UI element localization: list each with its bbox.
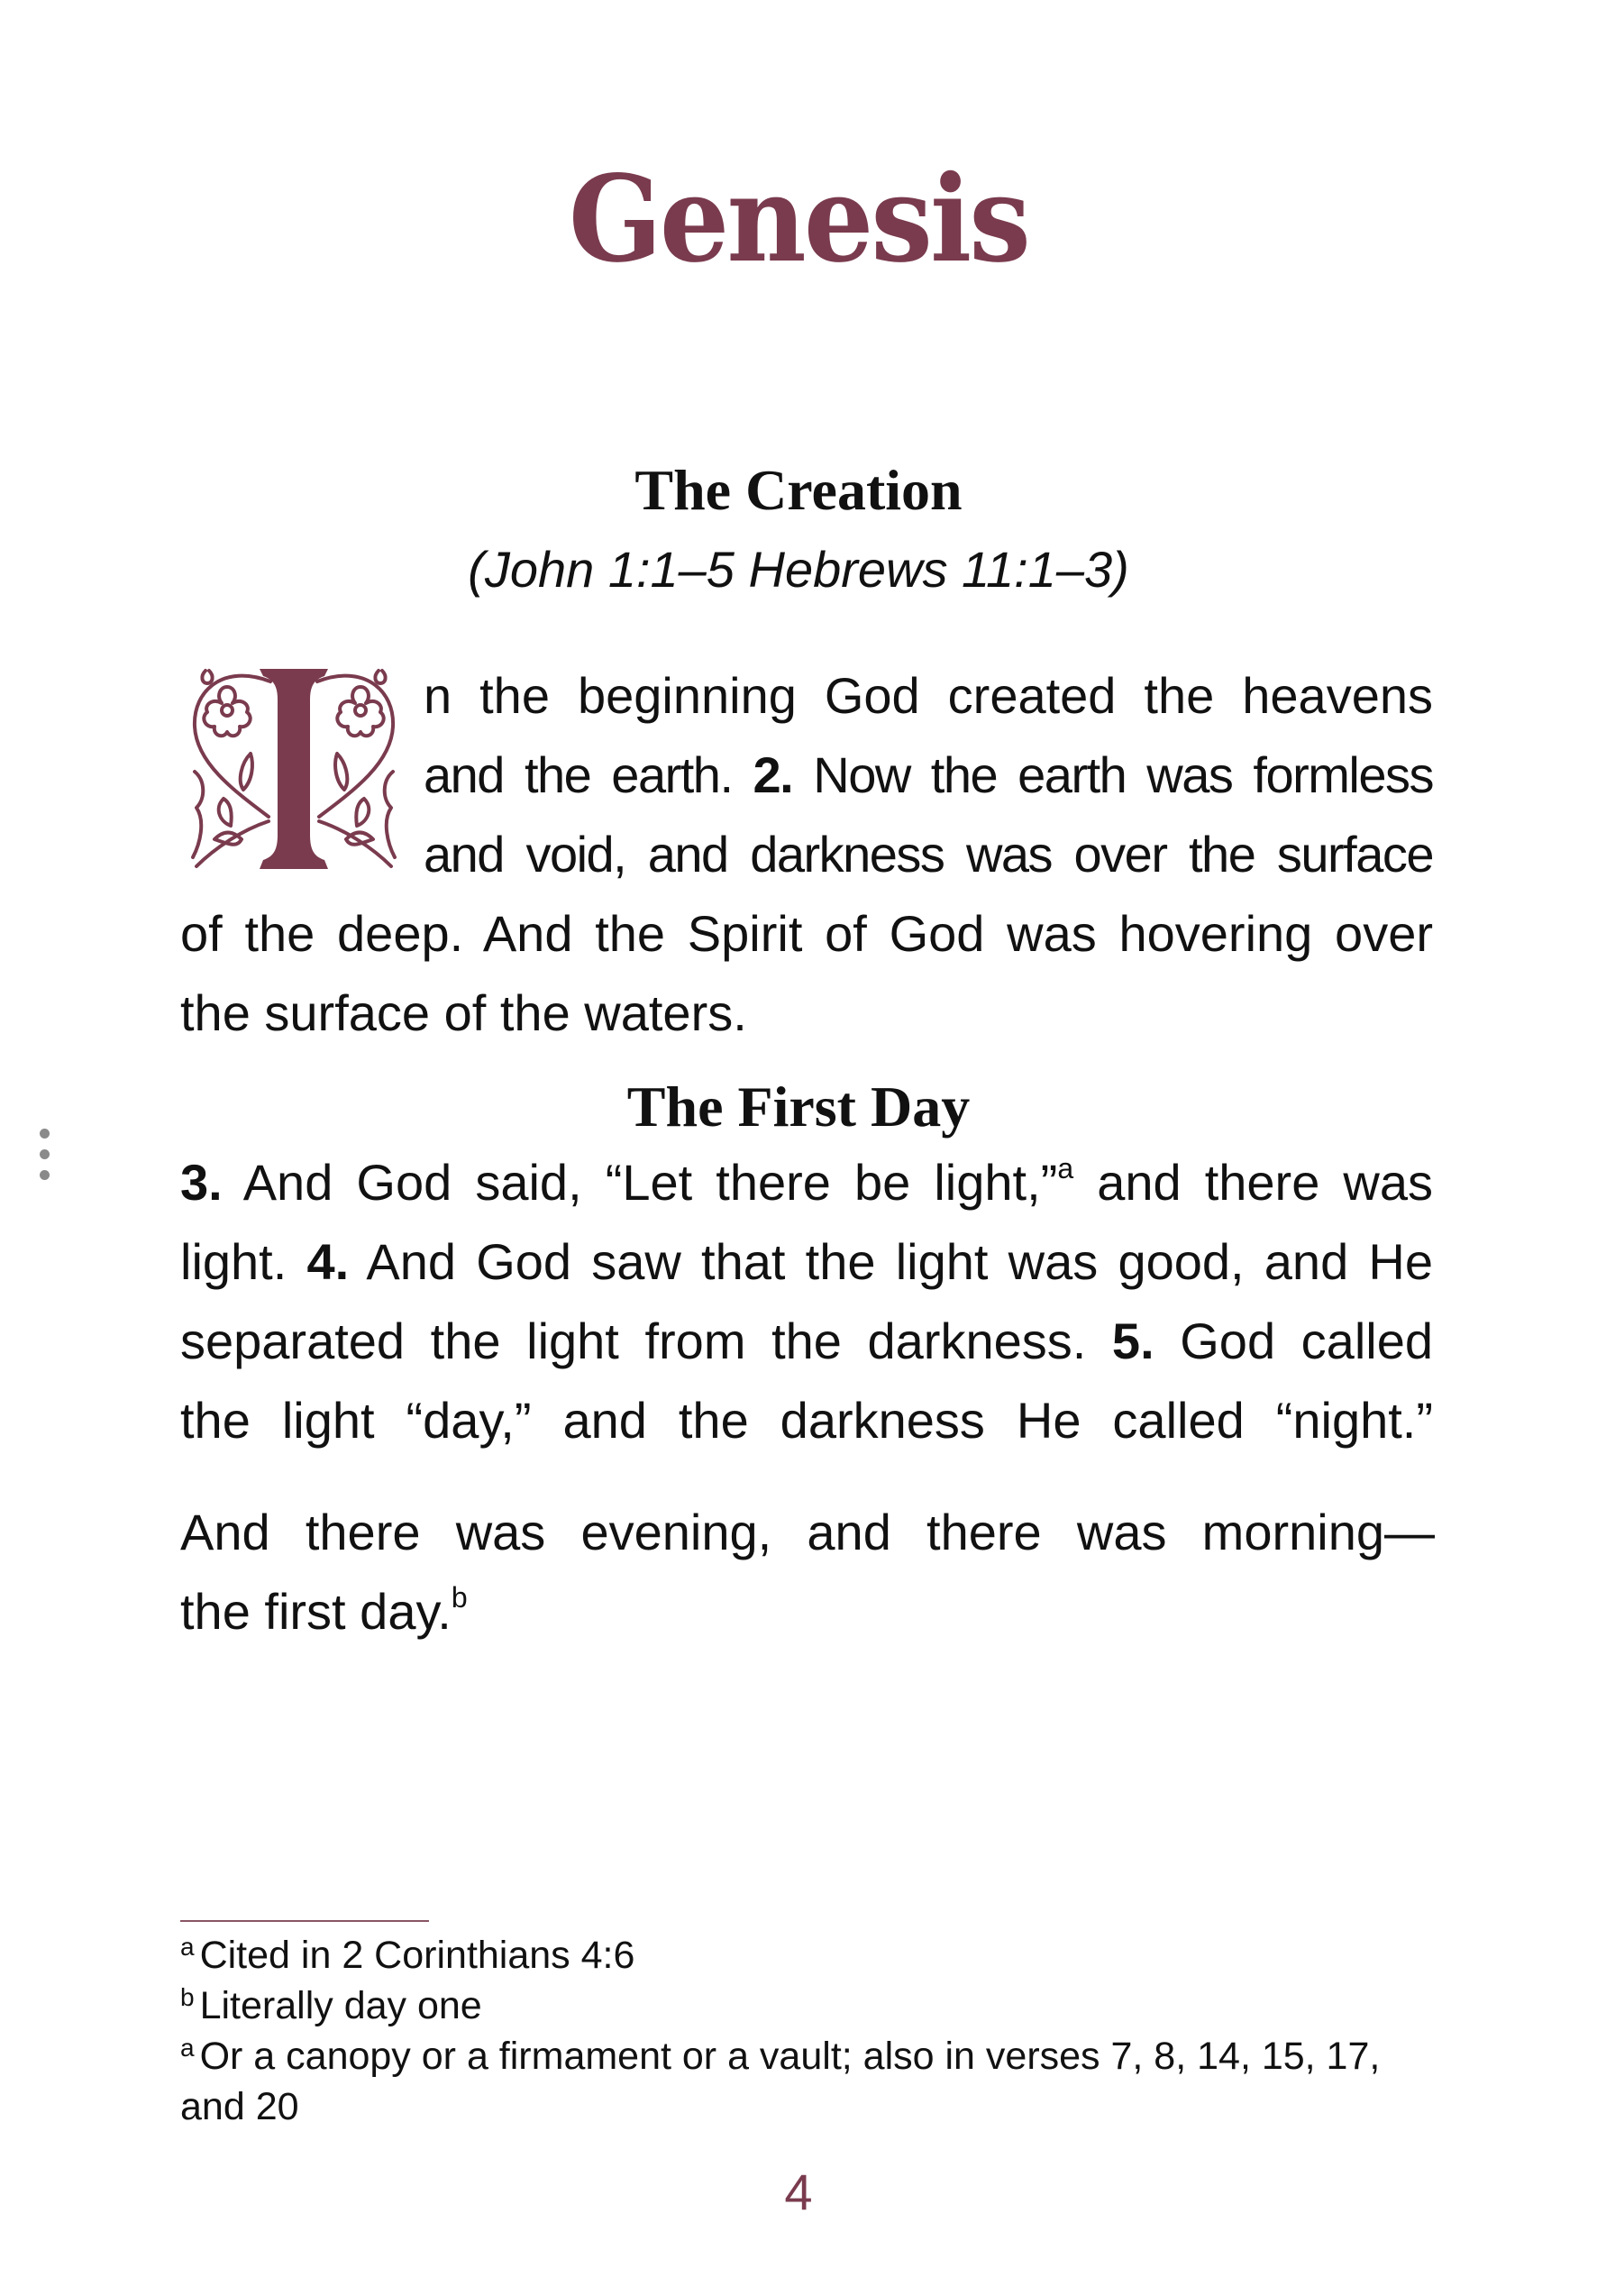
verse-number-4: 4. [306, 1233, 350, 1290]
verse-4-line [180, 1233, 1434, 1290]
verse-text: and there was [1097, 1154, 1434, 1211]
footnote-text: Cited in 2 Corinthians 4:6 [199, 1934, 635, 1977]
evening-line-1: And there was evening, and there was morning— [180, 1504, 1435, 1560]
footnote-marker-a[interactable]: a [1057, 1152, 1074, 1185]
section-heading-creation: The Creation [634, 458, 963, 522]
verse-number-5: 5. [1111, 1313, 1154, 1369]
verse-text: God called [1180, 1313, 1434, 1369]
footnote-marker: b [180, 1983, 195, 2011]
footnote-text: Literally day one [199, 1984, 482, 2027]
verse-1-2-line [424, 746, 1433, 803]
verse-text: And God said, “Let there be light,” [242, 1154, 1058, 1211]
verse-3-line [180, 1152, 1434, 1211]
footnote-marker: a [180, 2034, 195, 2062]
more-vertical-icon-dot [40, 1170, 50, 1180]
verse-5-line [180, 1313, 1434, 1369]
verse-text: separated the light from the darkness. [180, 1313, 1087, 1369]
page-number: 4 [784, 2163, 813, 2220]
footnote-text: Or a canopy or a firmament or a vault; also in verses 7, 8, 14, 15, 17, [199, 2035, 1381, 2078]
verse-2-line-3: of the deep. And the Spirit of God was hovering over [180, 905, 1433, 962]
footnote-marker: a [180, 1933, 195, 1961]
evening-line-2 [180, 1581, 468, 1640]
book-title: Genesis [568, 150, 1029, 289]
verse-number-3: 3. [180, 1154, 223, 1211]
verse-text: the first day. [180, 1583, 452, 1640]
footnote-item-continued [180, 2085, 299, 2128]
cross-reference: (John 1:1–5 Hebrews 11:1–3) [468, 541, 1129, 598]
more-options-button[interactable] [36, 1129, 54, 1186]
floral-drop-cap-i-icon [187, 663, 400, 873]
verse-1-line-1: n the beginning God created the heavens [424, 667, 1433, 724]
footnote-divider [180, 1920, 429, 1922]
drop-cap-ornament [187, 663, 400, 873]
verse-text: and the earth. [424, 746, 733, 803]
verse-5-line-2: the light “day,” and the darkness He called “night.” [180, 1392, 1433, 1449]
footnote-marker-b[interactable]: b [451, 1581, 468, 1614]
verse-2-line-2: and void, and darkness was over the surface [424, 826, 1433, 883]
verse-text: Now the earth was formless [813, 746, 1433, 803]
footnote-text: and 20 [180, 2085, 299, 2128]
verse-text: light. [180, 1233, 287, 1290]
footnote-item [180, 1933, 635, 1977]
footnote-item [180, 1983, 482, 2027]
footnote-item [180, 2034, 1381, 2078]
verse-2-line-4: the surface of the waters. [180, 984, 747, 1041]
verse-number-2: 2. [753, 746, 793, 803]
section-heading-first-day: The First Day [626, 1075, 971, 1139]
verse-text: And God saw that the light was good, and He [366, 1233, 1434, 1290]
more-vertical-icon-dot [40, 1149, 50, 1159]
